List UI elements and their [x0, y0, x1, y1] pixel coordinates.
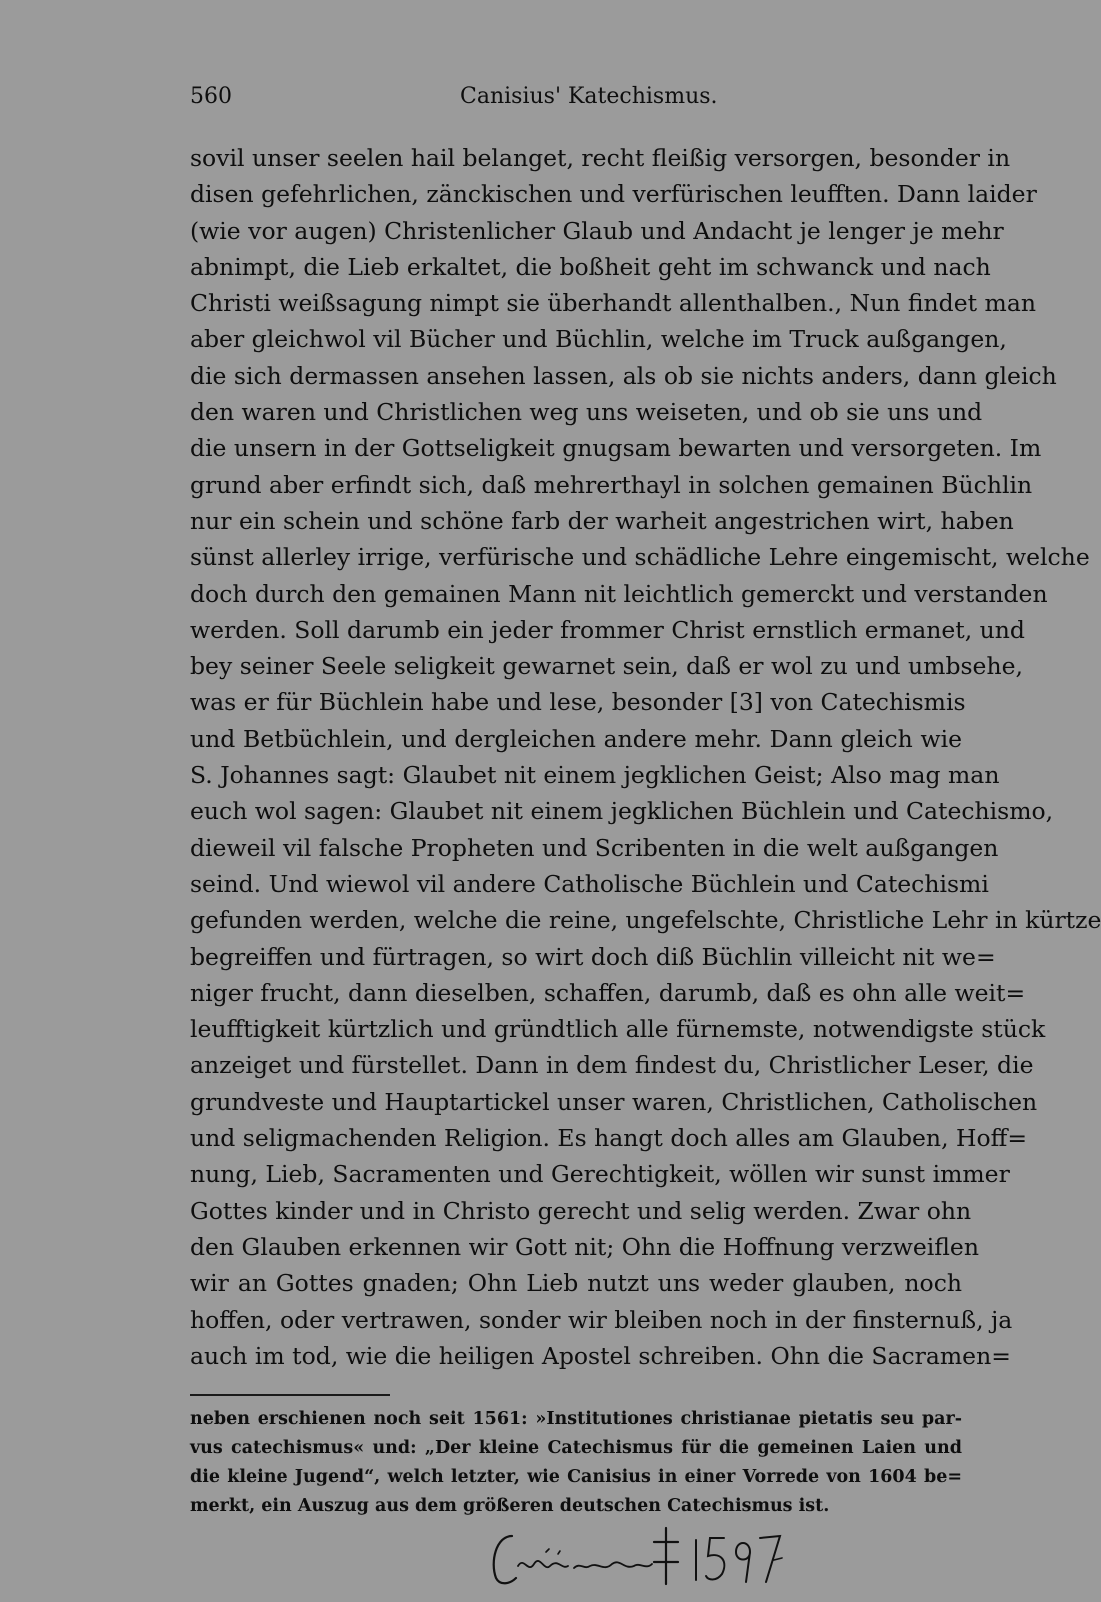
text-line: gefunden werden, welche die reine, ungefelschte, Christliche Lehr in kürtze	[190, 906, 1101, 935]
text-line: abnimpt, die Lieb erkaltet, die boßheit geht im schwanck und nach	[190, 252, 991, 281]
running-title: Canisius' Katechismus.	[460, 84, 718, 109]
footnote-line: vus catechismus« und: „Der kleine Catechismus für die gemeinen Laien und	[190, 1438, 962, 1458]
text-line: Gottes kinder und in Christo gerecht und selig werden. Zwar ohn	[190, 1196, 972, 1225]
page-header	[190, 84, 718, 114]
footnote-line: neben erschienen noch seit 1561: »Institutiones christianae pietatis seu par-	[190, 1409, 962, 1429]
text-line: sovil unser seelen hail belanget, recht fleißig versorgen, besonder in	[190, 144, 1011, 172]
text-line: dieweil vil falsche Propheten und Scribenten in die welt außgangen	[190, 833, 999, 862]
text-line: wir an Gottes gnaden; Ohn Lieb nutzt uns weder glauben, noch	[190, 1269, 962, 1298]
text-line: begreiffen und fürtragen, so wirt doch diß Büchlin villeicht nit we=	[190, 942, 996, 971]
footnote-line: die kleine Jugend“, welch letzter, wie Canisius in einer Vorrede von 1604 be=	[190, 1467, 962, 1487]
text-line: disen gefehrlichen, zänckischen und verfürischen leufften. Dann laider	[190, 180, 1037, 209]
main-text-block	[190, 140, 1101, 1374]
text-line: und Betbüchlein, und dergleichen andere mehr. Dann gleich wie	[190, 724, 962, 753]
text-line: was er für Büchlein habe und lese, besonder [3] von Catechismis	[190, 688, 966, 717]
page-number: 560	[190, 84, 232, 109]
text-line: leufftigkeit kürtzlich und gründtlich alle fürnemste, notwendigste stück	[190, 1015, 1046, 1044]
text-line: grund aber erfindt sich, daß mehrerthayl in solchen gemainen Büchlin	[190, 470, 1033, 499]
text-line: den Glauben erkennen wir Gott nit; Ohn die Hoffnung verzweiflen	[190, 1232, 979, 1261]
footnote-line: merkt, ein Auszug aus dem größeren deutschen Catechismus ist.	[190, 1496, 830, 1516]
text-line: grundveste und Hauptartickel unser waren, Christlichen, Catholischen	[190, 1087, 1038, 1116]
text-line: die sich dermassen ansehen lassen, als ob sie nichts anders, dann gleich	[190, 361, 1057, 390]
text-line: nur ein schein und schöne farb der warheit angestrichen wirt, haben	[190, 506, 1014, 535]
text-line: niger frucht, dann dieselben, schaffen, darumb, daß es ohn alle weit=	[190, 978, 1026, 1007]
text-line: Christi weißsagung nimpt sie überhandt allenthalben., Nun findet man	[190, 289, 1036, 318]
text-line: bey seiner Seele seligkeit gewarnet sein, daß er wol zu und umbsehe,	[190, 652, 1023, 681]
text-line: euch wol sagen: Glaubet nit einem jegklichen Büchlein und Catechismo,	[190, 797, 1054, 826]
text-line: die unsern in der Gottseligkeit gnugsam bewarten und versorgeten. Im	[190, 434, 1042, 463]
text-line: aber gleichwol vil Bücher und Büchlin, welche im Truck außgangen,	[190, 325, 1007, 354]
text-line: auch im tod, wie die heiligen Apostel schreiben. Ohn die Sacramen=	[190, 1341, 1011, 1370]
footnote-block	[190, 1405, 962, 1521]
text-line: anzeiget und fürstellet. Dann in dem findest du, Christlicher Leser, die	[190, 1051, 1034, 1080]
text-line: sünst allerley irrige, verfürische und schädliche Lehre eingemischt, welche	[190, 543, 1090, 572]
text-line: S. Johannes sagt: Glaubet nit einem jegklichen Geist; Also mag man	[190, 761, 1000, 790]
footnote-divider	[190, 1394, 390, 1396]
text-line: und seligmachenden Religion. Es hangt doch alles am Glauben, Hoff=	[190, 1124, 1028, 1153]
text-line: seind. Und wiewol vil andere Catholische Büchlein und Catechismi	[190, 869, 989, 898]
text-line: werden. Soll darumb ein jeder frommer Christ ernstlich ermanet, und	[190, 615, 1025, 644]
handwritten-signature	[488, 1522, 808, 1590]
text-line: (wie vor augen) Christenlicher Glaub und Andacht je lenger je mehr	[190, 216, 1004, 245]
text-line: hoffen, oder vertrawen, sonder wir bleiben noch in der finsternuß, ja	[190, 1305, 1013, 1334]
text-line: nung, Lieb, Sacramenten und Gerechtigkeit, wöllen wir sunst immer	[190, 1160, 1010, 1189]
text-line: doch durch den gemainen Mann nit leichtlich gemerckt und verstanden	[190, 579, 1048, 608]
text-line: den waren und Christlichen weg uns weiseten, und ob sie uns und	[190, 398, 983, 427]
